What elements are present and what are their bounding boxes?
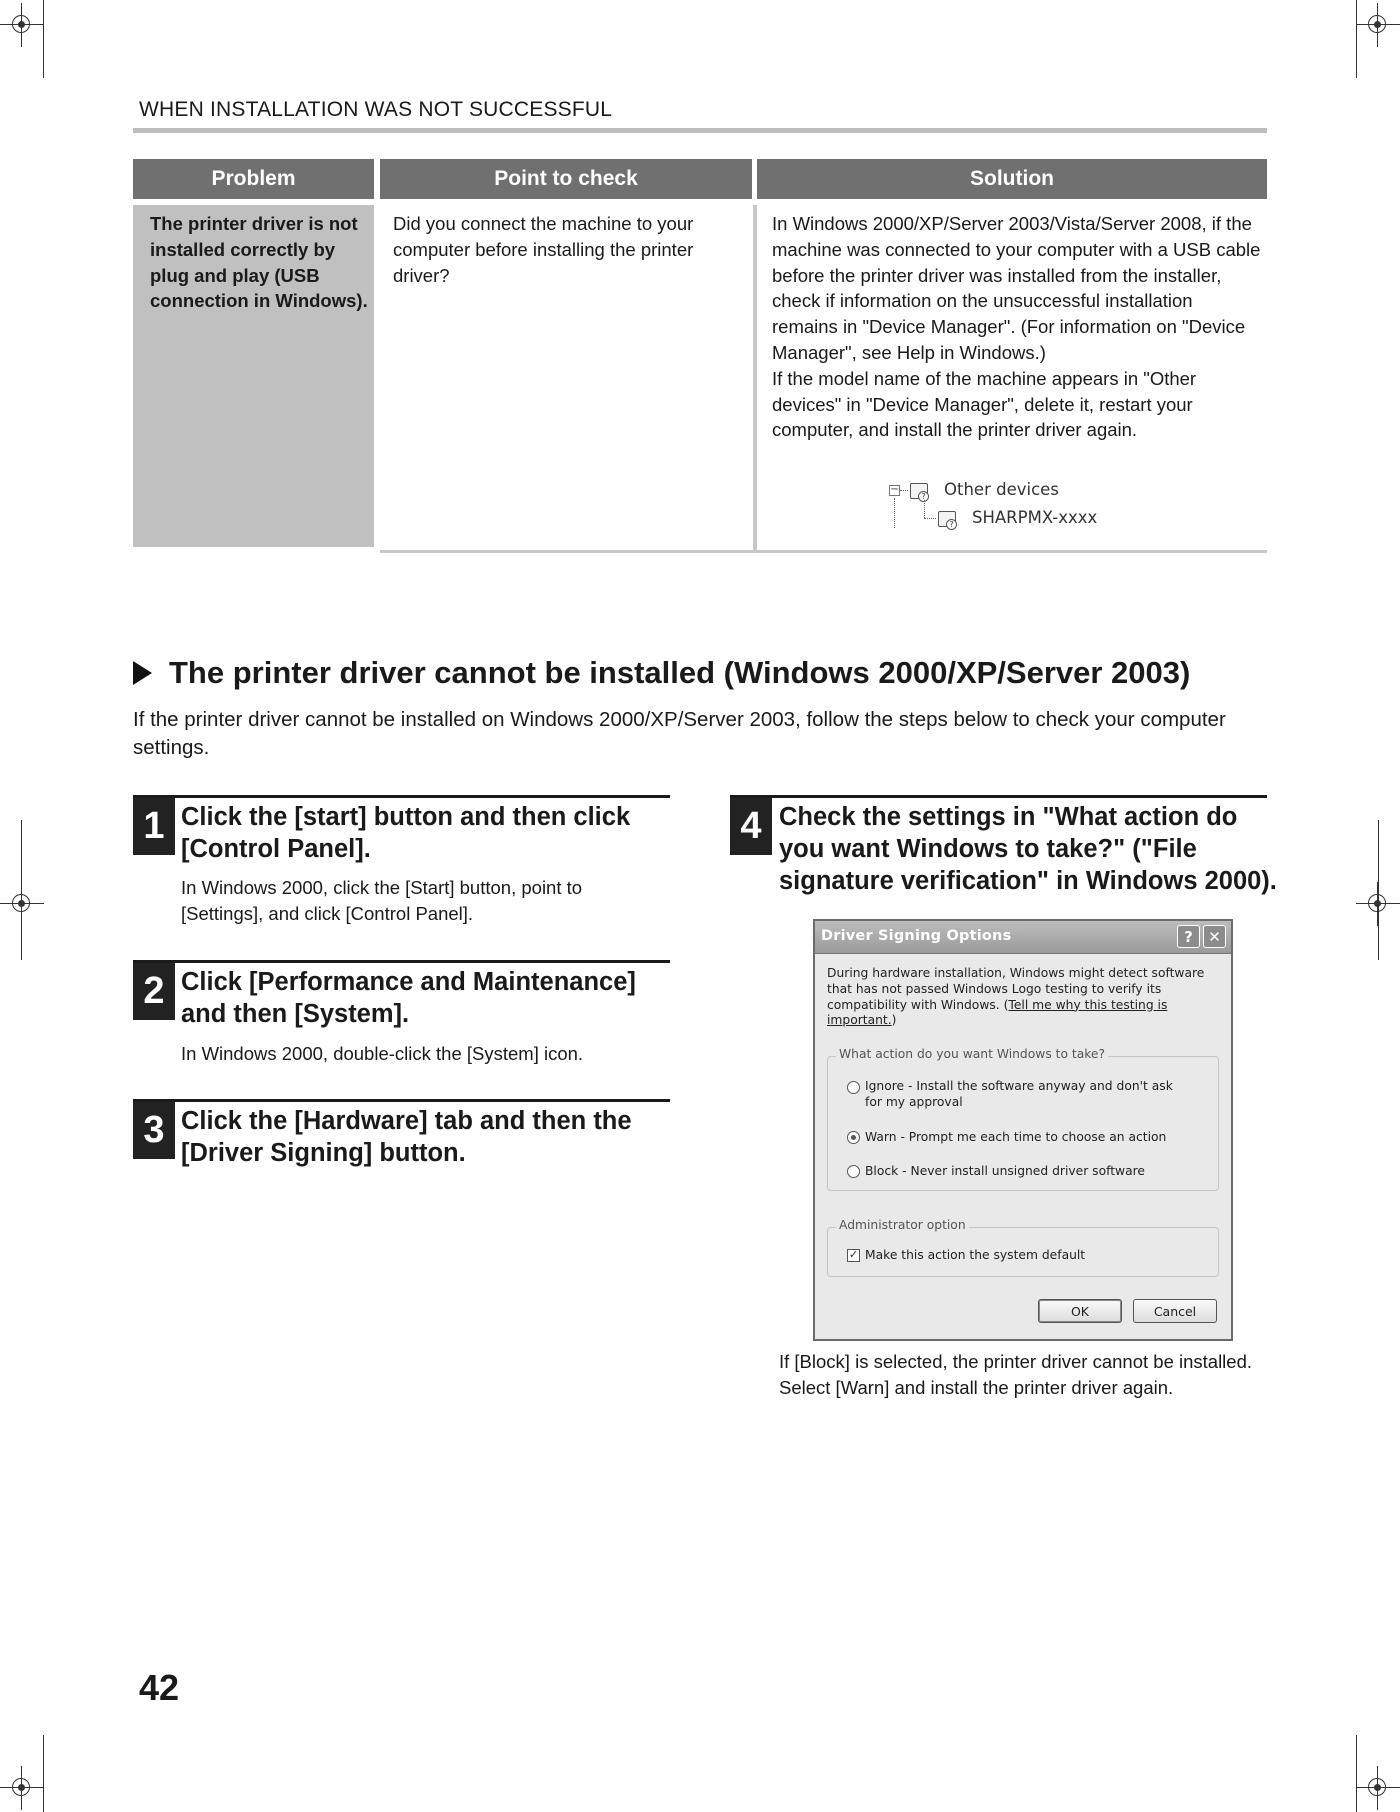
help-icon[interactable]: ? bbox=[1177, 925, 1200, 948]
tree-item-device: SHARPMX-xxxx bbox=[972, 508, 1098, 527]
tree-item-other-devices: Other devices bbox=[944, 480, 1059, 499]
system-default-checkbox[interactable]: ✓ bbox=[848, 1248, 859, 1261]
trim-line-bottom-left bbox=[43, 1735, 44, 1812]
registration-mark-top-left bbox=[0, 3, 44, 47]
point-to-check-text: Did you connect the machine to your computer before installing the printer driver? bbox=[393, 213, 694, 286]
solution-paragraph-1: In Windows 2000/XP/Server 2003/Vista/Server 2008, if the machine was connected to your computer with a USB cable before the printer driver was installed from the installer, check if information on the unsuccessful installation remains in "Device Manager". (For information on "Device Manager", see Help in Windows.) bbox=[772, 213, 1261, 363]
solution-text bbox=[772, 211, 1262, 443]
action-group-label: What action do you want Windows to take? bbox=[836, 1047, 1108, 1061]
ok-button[interactable]: OK bbox=[1038, 1299, 1122, 1323]
table-bottom-rule bbox=[380, 550, 1267, 553]
collapse-icon: − bbox=[890, 484, 899, 495]
step-4-rule bbox=[730, 795, 1267, 798]
solution-paragraph-2: If the model name of the machine appears in "Other devices" in "Device Manager", delete it, restart your computer, and install the printer driver again. bbox=[772, 367, 1197, 441]
header-rule bbox=[133, 128, 1267, 133]
dialog-description bbox=[827, 966, 1222, 1029]
why-testing-link[interactable]: Tell me why this testing is important. bbox=[827, 997, 1168, 1028]
close-icon[interactable]: ✕ bbox=[1203, 925, 1226, 948]
tree-connector bbox=[924, 500, 925, 518]
table-header-problem: Problem bbox=[133, 159, 374, 199]
question-mark-icon: ? bbox=[918, 491, 929, 502]
tree-connector bbox=[900, 490, 908, 491]
system-default-label[interactable]: Make this action the system default bbox=[865, 1248, 1086, 1262]
page-number: 42 bbox=[139, 1667, 180, 1708]
trim-line-top-left bbox=[43, 0, 44, 78]
block-radio[interactable] bbox=[847, 1165, 860, 1178]
step-2-title: Click [Performance and Maintenance] and then [System]. bbox=[181, 968, 636, 1028]
column-divider bbox=[753, 205, 757, 550]
step-1-title: Click the [start] button and then click [Control Panel]. bbox=[181, 803, 631, 863]
registration-mark-top-right bbox=[1356, 3, 1400, 47]
trim-line-top-right bbox=[1356, 0, 1357, 78]
cancel-button[interactable]: Cancel bbox=[1133, 1299, 1217, 1323]
step-2-rule bbox=[133, 960, 670, 963]
ignore-radio[interactable] bbox=[847, 1081, 860, 1094]
driver-signing-dialog bbox=[813, 919, 1233, 1341]
step-1-rule bbox=[133, 795, 670, 798]
question-mark-icon: ? bbox=[946, 519, 957, 530]
step-3-rule bbox=[133, 1099, 670, 1102]
trim-line-mid-left bbox=[21, 820, 22, 960]
step-2-body: In Windows 2000, double-click the [System] icon. bbox=[181, 1043, 584, 1064]
step-1-number: 1 bbox=[133, 798, 175, 855]
device-manager-tree bbox=[880, 474, 1110, 534]
step-4-note: If [Block] is selected, the printer driver cannot be installed. Select [Warn] and install the printer driver again. bbox=[779, 1351, 1253, 1398]
dialog-title: Driver Signing Options bbox=[821, 928, 1012, 944]
step-3-title: Click the [Hardware] tab and then the [Driver Signing] button. bbox=[181, 1107, 632, 1167]
registration-mark-bottom-left bbox=[0, 1766, 44, 1810]
warn-radio[interactable] bbox=[847, 1131, 860, 1144]
section-title: The printer driver cannot be installed (Windows 2000/XP/Server 2003) bbox=[169, 655, 1191, 690]
step-2-number: 2 bbox=[133, 963, 175, 1020]
administrator-group-label: Administrator option bbox=[836, 1218, 969, 1232]
dialog-title-bar bbox=[815, 921, 1231, 954]
step-1-body: In Windows 2000, click the [Start] button, point to [Settings], and click [Control Panel]. bbox=[181, 877, 583, 924]
problem-text: The printer driver is not installed correctly by plug and play (USB connection in Windows). bbox=[150, 213, 368, 312]
block-option-label[interactable]: Block - Never install unsigned driver software bbox=[865, 1164, 1145, 1178]
section-intro: If the printer driver cannot be installed on Windows 2000/XP/Server 2003, follow the steps below to check your computer settings. bbox=[133, 708, 1226, 759]
step-4-title: Check the settings in "What action do you want Windows to take?" ("File signature verification" in Windows 2000). bbox=[779, 803, 1277, 895]
step-4-number: 4 bbox=[730, 798, 772, 855]
ignore-option-label[interactable]: Ignore - Install the software anyway and don't ask for my approval bbox=[865, 1079, 1173, 1109]
table-header-point: Point to check bbox=[380, 159, 752, 199]
dialog-description-text: During hardware installation, Windows might detect software that has not passed Windows Logo testing to verify its compatibility with Windows. ( bbox=[827, 966, 1205, 1012]
registration-mark-mid-left bbox=[0, 882, 44, 926]
trim-line-mid-right bbox=[1378, 820, 1379, 960]
tree-connector bbox=[894, 498, 895, 528]
warn-option-label[interactable]: Warn - Prompt me each time to choose an action bbox=[865, 1130, 1167, 1144]
table-header-solution: Solution bbox=[757, 159, 1267, 199]
registration-mark-bottom-right bbox=[1356, 1766, 1400, 1810]
trim-line-bottom-right bbox=[1356, 1735, 1357, 1812]
tree-connector bbox=[924, 518, 936, 519]
section-arrow-icon bbox=[133, 661, 152, 685]
running-head: WHEN INSTALLATION WAS NOT SUCCESSFUL bbox=[139, 98, 613, 121]
step-3-number: 3 bbox=[133, 1102, 175, 1159]
dialog-description-end: ) bbox=[891, 1013, 897, 1028]
